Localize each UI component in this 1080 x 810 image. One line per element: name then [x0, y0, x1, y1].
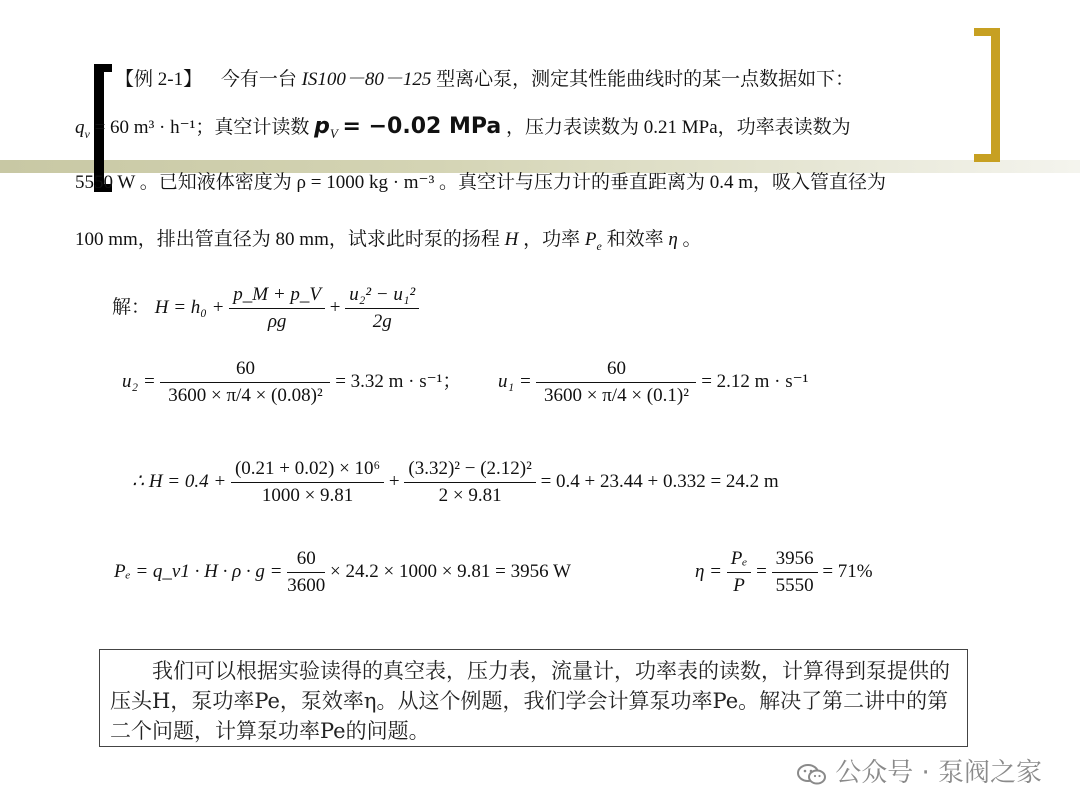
equation-u1: u₁ = $\frac{60}{\text{3600 × π/4 × (0.1)²}}$ = 2.12 m · s⁻¹ [498, 358, 809, 406]
summary-note-text: 我们可以根据实验读得的真空表，压力表，流量计，功率表的读数，计算得到泵提供的压头H，泵功率Pe，泵效率η。从这个例题，我们学会计算泵功率Pe。解决了第二讲中的第二个问题，计算泵功率Pe的问题。 [110, 659, 950, 743]
equation-head-result: ∴ H = 0.4 + $\frac{\text{(0.21 + 0.02) × 10⁶}}{1000 \times 9.81}$ + $\frac{\text{(3.32)² − (2.12)²}}{2 \times 9.81}$ = 0.4 + 23.44 + 0.332 = 24.2 m [132, 458, 779, 506]
equation-power: Pₑ = q_v1 · H · ρ · g = $\frac{60}{3600}$ × 24.2 × 1000 × 9.81 = 3956 W [114, 548, 571, 596]
equation-u2: u₂ = $\frac{60}{\text{3600 × π/4 × (0.08)²}}$ = 3.32 m · s⁻¹； [122, 358, 462, 406]
summary-note-box [99, 649, 968, 747]
fraction-velocity-term: $\frac{\text{u₂² − u₁²}}{2g}$ [345, 284, 419, 333]
wechat-icon [797, 763, 827, 785]
example-label: 【例 2-1】 [115, 69, 203, 90]
problem-line-2: $q_v = 60$ m³ · h⁻¹；真空计读数 $p_V = -0.02$ MPa ，压力表读数为 0.21 MPa，功率表读数为 [75, 114, 851, 141]
problem-line-3: 5550 W 。已知液体密度为 ρ = 1000 kg · m⁻³ 。真空计与压力计的垂直距离为 0.4 m，吸入管直径为 [75, 172, 887, 193]
fraction-pressure-term: $\frac{p\_M + p\_V}{\rho g}$ [229, 284, 325, 333]
right-bracket [974, 28, 1000, 162]
watermark-text: 公众号 · 泵阀之家 [835, 758, 1042, 788]
watermark [797, 752, 1042, 789]
problem-line-4: 100 mm，排出管直径为 80 mm，试求此时泵的扬程 H ，功率 $P_e$ 和效率 η 。 [75, 229, 702, 253]
solution-label: 解： [112, 296, 151, 318]
pump-model: IS100－80－125 [301, 69, 432, 90]
equation-head-formula: 解： H = h₀ + $\frac{p\_M + p\_V}{\rho g}$ + $\frac{\text{u₂² − u₁²}}{2g}$ [112, 284, 419, 333]
problem-line-1: 【例 2-1】 今有一台 IS100－80－125 型离心泵，测定其性能曲线时的某一点数据如下： [115, 69, 855, 90]
equation-efficiency: η = $\frac{\text{Pₑ}}{P}$ = $\frac{3956}{5550}$ = 71% [695, 548, 873, 596]
